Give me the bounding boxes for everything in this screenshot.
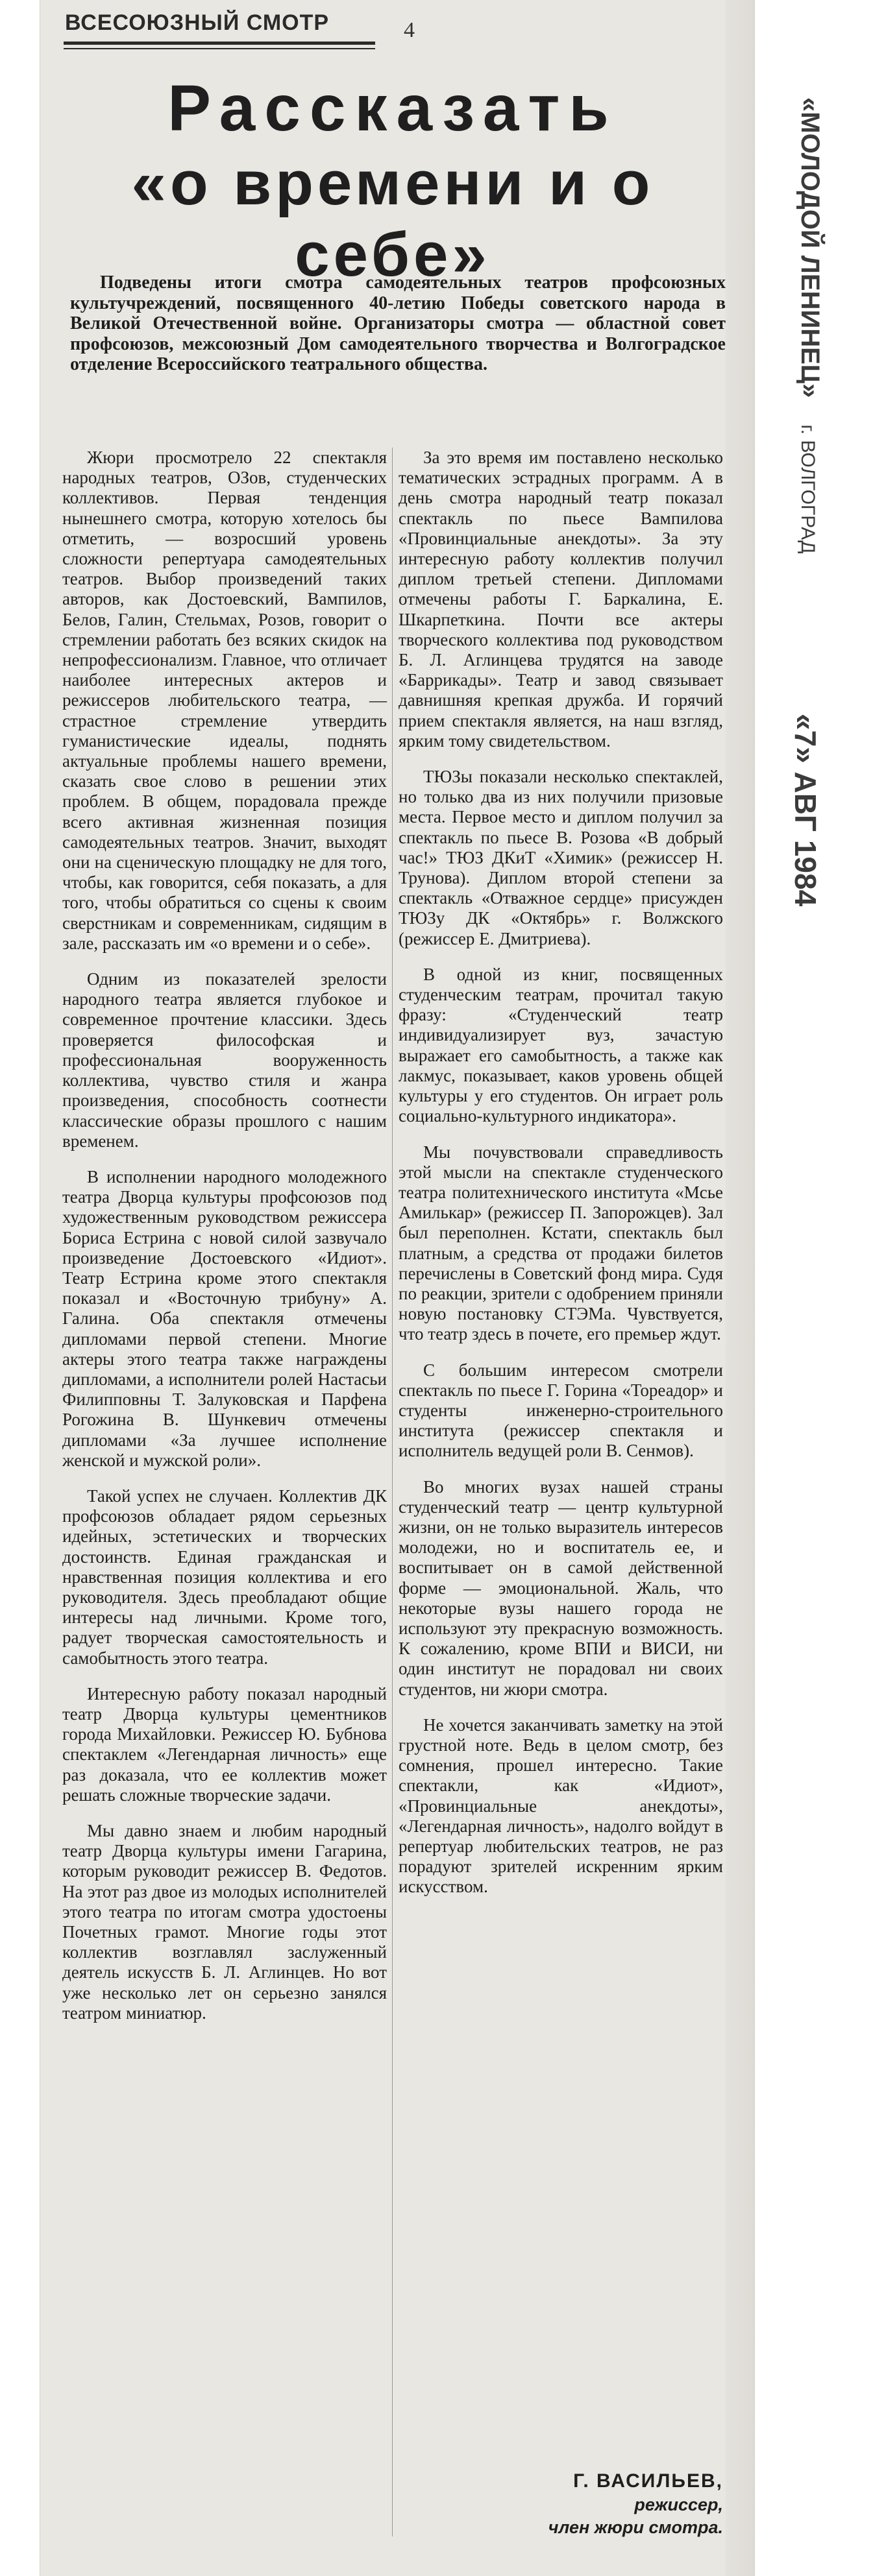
stamp-city: г. ВОЛГОГРАД: [797, 424, 818, 554]
date-stamp: «7» АВГ 1984: [789, 714, 822, 907]
paragraph: Одним из показателей зрелости народного театра является глубокое и современное прочтение классики. Здесь проверяется философская и профессиональная вооруженность коллектива, чувство стиля и жанра произведения, способность соотнести классические образы прошлого с нашим временем.: [62, 969, 387, 1151]
clipping-edge: [726, 0, 754, 2576]
paragraph: Мы почувствовали справедливость этой мысли на спектакле студенческого театра политехнического института «Мсье Амилькар» (режиссер П. Запорожцев). Зал был переполнен. Кстати, спектакль был платным, а средства от продажи билетов перечислены в Советский фонд мира. Судя по реакции, зрители с одобрением приняли новую постановку СТЭМа. Чувствуется, что театр здесь в почете, его премьер ждут.: [399, 1142, 723, 1344]
stamp-publication: «МОЛОДОЙ ЛЕНИНЕЦ»: [796, 97, 824, 398]
paragraph: ТЮЗы показали несколько спектаклей, но только два из них получили призовые места. Первое место и диплом получил за спектакль по пьесе В. Розова «В добрый час!» ТЮЗ ДКиТ «Химик» (режиссер Н. Трунова). Диплом второй степени за спектакль «Отважное сердце» присужден ТЮЗу ДК «Октябрь» г. Волжского (режиссер Е. Дмитриева).: [399, 767, 723, 948]
paragraph: В одной из книг, посвященных студенческим театрам, прочитал такую фразу: «Студенческий театр индивидуализирует вуз, зачастую выражает его самобытность, а также как лакмус, показывает, каков уровень общей культуры у его студентов. Он играет роль социально-культурного индикатора».: [399, 964, 723, 1126]
author-role: режиссер,: [634, 2495, 723, 2514]
paragraph: Интересную работу показал народный театр Дворца культуры цементников города Михайловки. Режиссер Ю. Бубнова спектаклем «Легендарная личность» еще раз доказала, что ее коллектив может решать сложные творческие задачи.: [62, 1683, 387, 1805]
publication-stamp: [795, 97, 824, 553]
article-column-right: [399, 448, 723, 1913]
paragraph: Не хочется заканчивать заметку на этой грустной ноте. Ведь в целом смотр, без сомнения, прошел интересно. Такие спектакли, как «Идиот», «Провинциальные анекдоты», «Легендарная личность», надолго войдут в репертуар любительских театров, не раз порадуют зрителей искренним ярким искусством.: [399, 1715, 723, 1897]
paragraph: Мы давно знаем и любим народный театр Дворца культуры имени Гагарина, которым руководит режиссер В. Федотов. На этот раз двое из молодых исполнителей этого театра по итогам смотра удостоены Почетных грамот. Многие годы этот коллектив возглавлял заслуженный деятель искусств Б. Л. Аглинцев. Но вот уже несколько лет он серьезно занялся театром миниатюр.: [62, 1821, 387, 2023]
author-name: Г. ВАСИЛЬЕВ,: [573, 2470, 723, 2492]
paragraph: Такой успех не случаен. Коллектив ДК профсоюзов обладает рядом серьезных идейных, эстетических и творческих достоинств. Единая гражданская и нравственная позиция коллектива и его руководителя. Здесь преобладают общие интересы над личными. Кроме того, радует творческая самостоятельность и самобытность этого театра.: [62, 1486, 387, 1668]
article-lead: Подведены итоги смотра самодеятельных театров профсоюзных культучреждений, посвященного 40-летию Победы советского народа в Великой Отечественной войне. Организаторы смотра — областной совет профсоюзов, межсоюзный Дом самодеятельного творчества и Волгоградское отделение Всероссийского театрального общества.: [70, 272, 726, 374]
rubric-rule-thin: [64, 48, 375, 49]
column-divider: [392, 448, 393, 2536]
author-position: член жюри смотра.: [548, 2518, 723, 2537]
handwritten-mark: 4: [404, 18, 415, 42]
paragraph: За это время им поставлено несколько тематических эстрадных программ. А в день смотра народный театр показал спектакль по пьесе Вампилова «Провинциальные анекдоты». За эту интересную работу коллектив получил диплом третьей степени. Дипломами отмечены работы Г. Баркалина, Е. Шкарпеткина. Почти все актеры творческого коллектива под руководством Б. Л. Аглинцева трудятся на заводе «Баррикады». Театр и завод связывает давнишняя крепкая дружба. И горячий прием спектакля является, на наш взгляд, ярким тому свидетельством.: [399, 448, 723, 751]
paragraph: В исполнении народного молодежного театра Дворца культуры профсоюзов под художественным руководством режиссера Бориса Естрина с новой силой зазвучало произведение Достоевского «Идиот». Театр Естрина кроме этого спектакля показал и «Восточную трибуну» А. Галина. Оба спектакля отмечены дипломами первой степени. Многие актеры этого театра также награждены дипломами, а исполнители ролей Настасьи Филипповны Т. Залуковская и Парфена Рогожина В. Шункевич отмечены дипломами «За лучшее исполнение женской и мужской роли».: [62, 1166, 387, 1470]
rubric-rule: [64, 42, 375, 45]
headline-line-2: «о времени и о себе»: [131, 149, 654, 289]
headline-line-1: Рассказать: [167, 72, 618, 145]
author-signature: [399, 2470, 723, 2538]
rubric-heading: ВСЕСОЮЗНЫЙ СМОТР: [65, 10, 330, 35]
paragraph: Жюри просмотрело 22 спектакля народных театров, ОЗов, студенческих коллективов. Первая тенденция нынешнего смотра, которую хотелось бы отметить, — возросший уровень сложности репертуара самодеятельных театров. Выбор произведений таких авторов, как Достоевский, Вампилов, Белов, Галин, Стельмах, Розов, говорит о стремлении работать без всяких скидок на непрофессионализм. Главное, что отличает наиболее интересных актеров и режиссеров любительского театра, — страстное стремление утвердить гуманистические идеалы, поднять актуальные проблемы нашего времени, сказать свое слово в решении этих проблем. В общем, порадовала прежде всего активная жизненная позиция самодеятельных театров. Значит, выходят они на сценическую площадку не для того, чтобы, как говорится, себя показать, а для того, чтобы обратиться со сцены к своим сверстникам и современникам, сидящим в зале, рассказать им «о времени и о себе».: [62, 448, 387, 953]
paragraph: Во многих вузах нашей страны студенческий театр — центр культурной жизни, он не только выразитель интересов молодежи, но и воспитатель ее, и воспитывает он в самой действенной форме — эмоциональной. Жаль, что некоторые вузы нашего города не используют эту прекрасную возможность. К сожалению, кроме ВПИ и ВИСИ, ни один институт не порадовал ни своих студентов, ни жюри смотра.: [399, 1476, 723, 1699]
paragraph: С большим интересом смотрели спектакль по пьесе Г. Горина «Тореадор» и студенты инженерно-строительного института (режиссер спектакля и исполнитель ведущей роли В. Сенмов).: [399, 1360, 723, 1461]
article-column-left: [62, 448, 387, 2039]
